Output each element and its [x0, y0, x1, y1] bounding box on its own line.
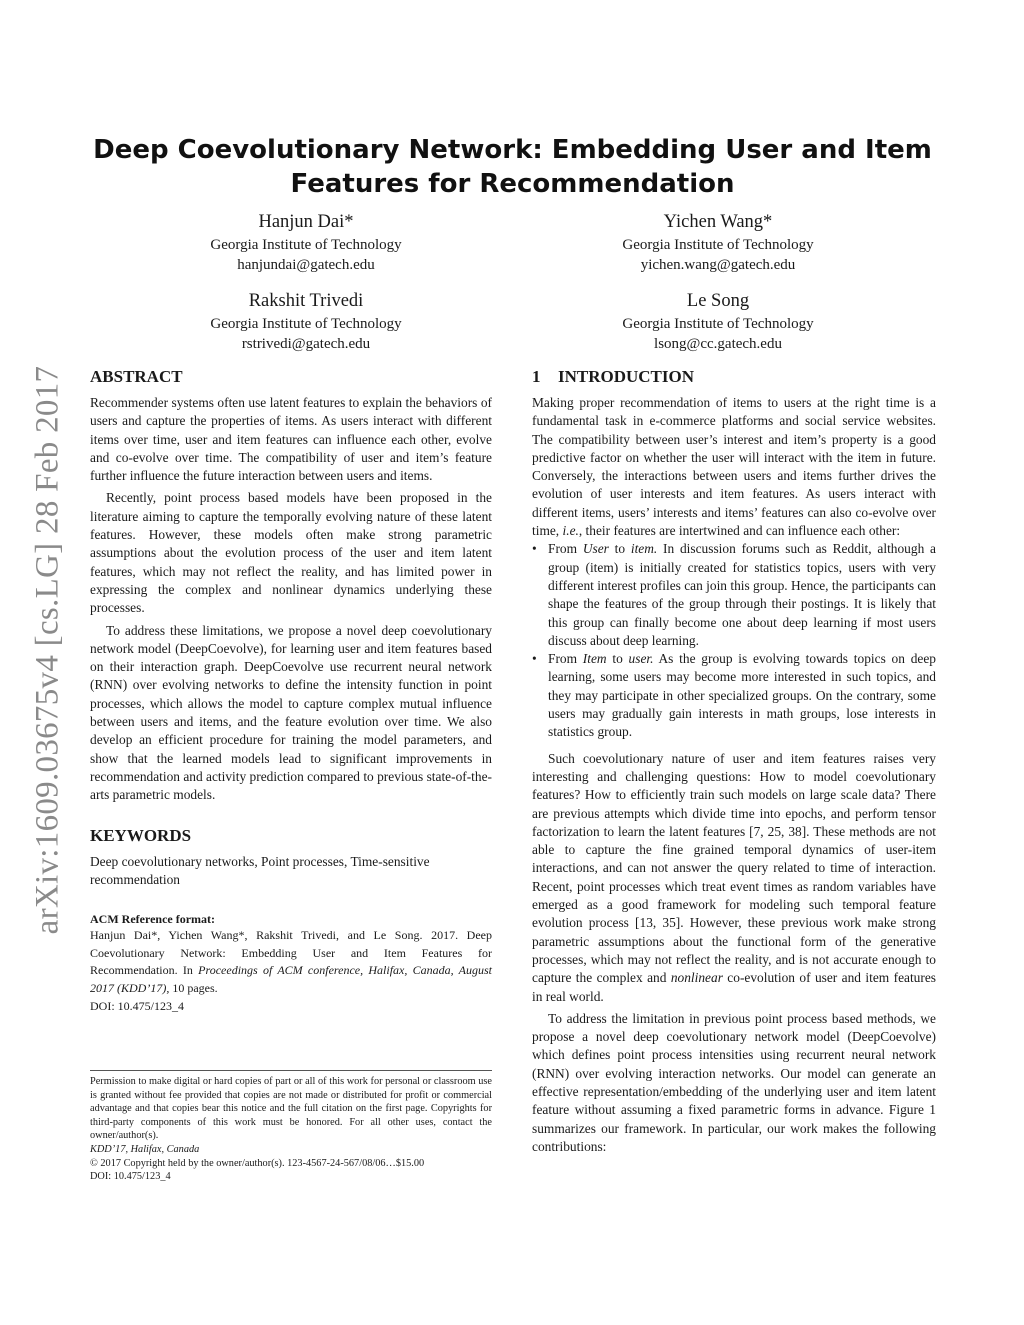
- abstract-paragraph: To address these limitations, we propose a novel deep coevolutionary network model (DeepCoevolve), for learning user and item features based on their interaction graph. DeepCoevolve use recurrent neural network (RNN) over evolving networks to define the intensity function in point processes, which allows the model to capture complex mutual influence between users and items, and the feature evolution over time. We also develop an efficient procedure for training the model parameters, and show that the learned models lead to significant improvements in recommendation and activity prediction compared to previous state-of-the-arts parametric models.: [90, 622, 492, 803]
- author-block: [508, 210, 928, 275]
- list-item: [532, 650, 936, 741]
- intro-paragraph: To address the limitation in previous point process based methods, we propose a novel deep coevolutionary network model (DeepCoevolve) which defines point process intensities using recurrent neural network (RNN) over evolving interaction networks. Our model can generate an effective representation/embedding of the underlying user and item latent feature without assuming a fixed parametric forms in advance. Figure 1 summarizes our framework. In particular, our work makes the following contributions:: [532, 1010, 936, 1154]
- bullet-emphasis: item.: [630, 541, 658, 557]
- section-title: INTRODUCTION: [558, 367, 695, 386]
- bullet-emphasis: user.: [628, 651, 654, 667]
- title-line-2: Features for Recommendation: [290, 169, 735, 199]
- bullet-text: to: [606, 651, 629, 667]
- introduction-heading: [532, 366, 936, 388]
- right-column: [532, 366, 936, 1156]
- permission-footnote: [90, 1070, 492, 1184]
- author-email[interactable]: yichen.wang@gatech.edu: [640, 257, 796, 273]
- bullet-icon: •: [532, 541, 537, 557]
- author-block: [508, 289, 928, 354]
- intro-paragraph: [532, 750, 936, 1006]
- bullet-text: to: [608, 541, 631, 557]
- author-email[interactable]: lsong@cc.gatech.edu: [654, 336, 782, 352]
- author-affiliation: Georgia Institute of Technology: [210, 237, 402, 253]
- arxiv-identifier-text: arXiv:1609.03675v4 [cs.LG] 28 Feb 2017: [29, 365, 66, 935]
- keywords-text: Deep coevolutionary networks, Point processes, Time-sensitive recommendation: [90, 853, 430, 887]
- list-item: [532, 540, 936, 650]
- author-affiliation: Georgia Institute of Technology: [622, 237, 814, 253]
- bullet-text: From: [548, 651, 583, 667]
- author-email[interactable]: hanjundai@gatech.edu: [237, 257, 375, 273]
- abstract-paragraph: Recently, point process based models have been proposed in the literature aiming to capture the temporally evolving nature of these latent features. However, these models often make strong parametric assumptions about the evolution process of the user and item latent features, which may not reflect the reality, and has limited power in expressing the complex and nonlinear dynamics underlying these processes.: [90, 490, 492, 616]
- acm-reference-text: [90, 927, 492, 997]
- acm-reference-heading: ACM Reference format:: [90, 912, 216, 927]
- section-number: 1: [532, 367, 541, 386]
- acm-reference-pages: 10 pages.: [169, 980, 218, 995]
- acm-reference-venue: Proceedings of ACM conference, Halifax, Canada, August 2017 (KDD’17),: [90, 963, 492, 995]
- author-name: Yichen Wang*: [663, 212, 773, 232]
- coevolution-bullets: [532, 540, 936, 741]
- author-email[interactable]: rstrivedi@gatech.edu: [241, 336, 371, 352]
- intro-emphasis: nonlinear: [670, 970, 723, 986]
- intro-ie: i.e.: [562, 523, 579, 539]
- intro-text: Such coevolutionary nature of user and item features raises very interesting and challenging questions: How to model coevolutionary features? How to efficiently train such models on large scale data? There are previous attempts which divide time into epochs, and perform tensor factorization to learn the latent features [7, 25, 38]. These methods are not able to capture the fine grained temporal dynamics of user-item interactions, and can not answer the query related to time of interaction. Recent, point processes which treat event times as random variables have emerged as a good framework for modeling such temporal feature evolution process [13, 35]. However, these previous work make strong parametric assumptions about the functional form of the generative processes, which may not reflect the reality, and is not accurate enough to capture the complex and: [532, 750, 936, 986]
- acm-reference-citation: Hanjun Dai*, Yichen Wang*, Rakshit Trivedi, and Le Song. 2017. Deep Coevolutionary Network: Embedding User and Item Features for Recommendation. In: [90, 928, 492, 978]
- bullet-text: As the group is evolving towards topics on deep learning, some users may become more interested in such topics, and they may participate in other specialized groups. On the contrary, some users may gradually gain interests in math groups, lose interests in statistics group.: [548, 651, 936, 740]
- title-line-1: Deep Coevolutionary Network: Embedding User and Item: [93, 135, 932, 165]
- bullet-text: In discussion forums such as Reddit, although a group (item) is initially created for statistics topics, users with very different interest profiles can join this group. Hence, the participants can shape the features of the group through their postings. It is likely that this group can finally become one about deep learning if most users discuss about deep learning.: [548, 541, 936, 648]
- bullet-icon: •: [532, 651, 537, 667]
- permission-text: Permission to make digital or hard copies of part or all of this work for personal or classroom use is granted without fee provided that copies are not made or distributed for profit or commercial advantage and that copies bear this notice and the full citation on the first page. Copyrights for third-party components of this work must be honored. For all other uses, contact the owner/author(s).: [90, 1076, 492, 1142]
- acm-reference-doi: DOI: 10.475/123_4: [90, 998, 184, 1013]
- footnote-doi: DOI: 10.475/123_4: [90, 1171, 171, 1183]
- bullet-emphasis: Item: [582, 651, 607, 667]
- bullet-emphasis: User: [582, 541, 609, 557]
- author-block: [96, 210, 516, 275]
- intro-text: , their features are intertwined and can influence each other:: [578, 523, 901, 539]
- intro-text: Making proper recommendation of items to users at the right time is a fundamental task in e-commerce platforms and social service websites. The compatibility between user’s interest and item’s property is a good predictive factor on whether the user will interact with the item in future. Conversely, the interactions between users and items further drives the evolution of user interests and item features. As users interact with different items, users’ interests and items’ features can also co-evolve over time,: [532, 395, 936, 539]
- abstract-paragraph: Recommender systems often use latent features to explain the behaviors of users and capture the properties of items. As users interact with different items over time, user and item features can influence each other, evolve and co-evolve over time. The compatibility of user and item’s feature further influence the future interaction between users and items.: [90, 395, 492, 484]
- intro-paragraph: [532, 394, 936, 540]
- abstract-heading: ABSTRACT: [90, 367, 183, 386]
- author-name: Hanjun Dai*: [258, 212, 354, 232]
- author-name: Rakshit Trivedi: [248, 291, 364, 311]
- keywords-heading: KEYWORDS: [90, 825, 192, 845]
- author-affiliation: Georgia Institute of Technology: [210, 316, 402, 332]
- bullet-text: From: [548, 541, 583, 557]
- paper-title: [90, 133, 935, 201]
- footnote-venue: KDD’17, Halifax, Canada: [90, 1143, 200, 1155]
- author-affiliation: Georgia Institute of Technology: [622, 316, 814, 332]
- author-block: [96, 289, 516, 354]
- footnote-copyright: © 2017 Copyright held by the owner/author(s). 123-4567-24-567/08/06…$15.00: [90, 1157, 425, 1169]
- intro-text: co-evolution of user and item features in real world.: [532, 970, 936, 1004]
- left-column: [90, 366, 492, 1015]
- author-name: Le Song: [686, 291, 750, 311]
